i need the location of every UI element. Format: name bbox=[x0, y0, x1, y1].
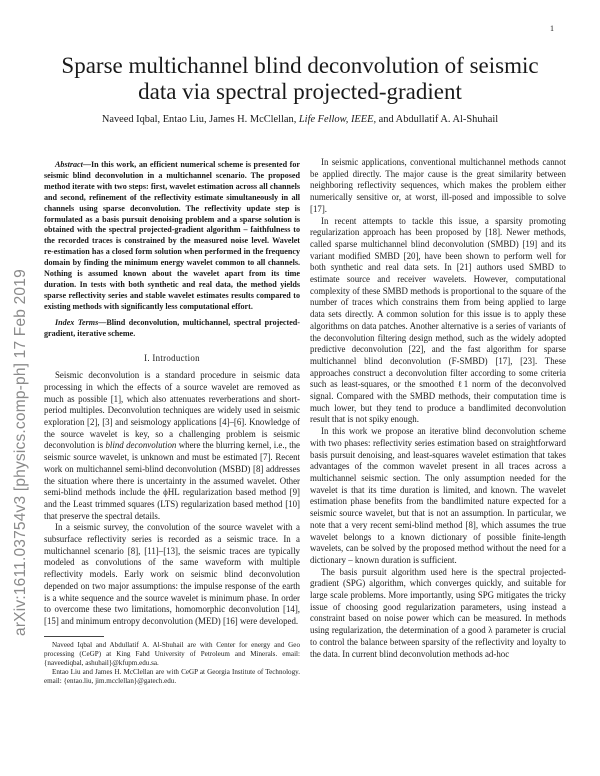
right-paragraph-4: The basis pursuit algorithm used here is the spectral projected-gradient (SPG) algorithm, which converges quickly, and suitable for large scale problems. More importantly, using SPG mitigates the tricky issue of choosing good regularization parameters, using instead a constraint based on noise power which can be measured. In methods using regularization, the determination of a good λ parameter is crucial to control the balance between sparsity of the reflectivity and loyalty to the data. In current blind deconvolution methods ad-hoc bbox=[310, 566, 566, 659]
intro-p1-text-b: where the blurring kernel, i.e., the seismic source wavelet, is unknown and must be estimated [7]. Recent work on multichannel semi-blind deconvolution (MSBD) [8] addresses the situation where there is uncertainty in the assumed wavelet. Other semi-blind methods include the ϕHL regularization based method [9] and the Least trimmed squares (LTS) regularization based method [10] that preserve the spectral details. bbox=[44, 440, 301, 521]
section-heading-introduction: I. Introduction bbox=[144, 352, 200, 363]
authors-end: and Abdullatif A. Al-Shuhail bbox=[376, 114, 499, 125]
right-column bbox=[310, 157, 566, 660]
right-paragraph-1: In seismic applications, conventional multichannel methods cannot be applied directly. The major cause is the great similarity between neighboring reflectivity sequences, which makes the problem either numerically sensitive or, at worst, ill-posed and impossible to solve [17]. bbox=[310, 157, 566, 214]
abstract bbox=[44, 160, 300, 313]
author-list bbox=[40, 114, 560, 126]
abstract-text: —In this work, an efficient numerical scheme is presented for seismic blind deconvolution in a multichannel scenario. The proposed method iterate with two steps: first, wavelet estimation across all channels and second, refinement of the reflectivity estimate simultaneously in all channels using sparse deconvolution. The reflectivity update step is formulated as a basis pursuit denoising problem and a sparse solution is obtained with the spectral projected-gradient algorithm – faithfulness to the recorded traces is constrained by the measured noise level. Wavelet re-estimation has a closed form solution when performed in the frequency domain by finding the minimum energy wavelet common to all channels. Nothing is assumed known about the wavelet apart from its time duration. In tests with both synthetic and real data, the method yields sparse reflectivity series and stable wavelet estimates results compared to existing methods with significantly less computational effort. bbox=[44, 160, 300, 311]
index-terms bbox=[44, 318, 300, 340]
left-column bbox=[44, 160, 300, 686]
title-line-1: Sparse multichannel blind deconvolution of seismic bbox=[61, 53, 539, 78]
intro-p1-emphasis: blind deconvolution bbox=[105, 440, 177, 451]
intro-paragraph-1 bbox=[44, 370, 300, 522]
right-paragraph-3: In this work we propose an iterative blind deconvolution scheme with two phases: reflectivity series estimation based on straightforward basis pursuit denoising, and least-squares wavelet estimation that takes advantages of the common wavelet present in all traces across a multichannel seismic section. The only assumption needed for the wavelet is that its time duration is limited, and known. The wavelet estimation phase benefits from the bandlimited nature expected for a seismic source wavelet, but that is not an assumption. In particular, we note that a very recent semi-blind method [8], which assumes the true wavelet belongs to a known dictionary of possible finite-length wavelets, can be solved by the proposed method without the need for a dictionary – known duration is sufficient. bbox=[310, 426, 566, 565]
footnote-affiliation-1: Naveed Iqbal and Abdullatif A. Al-Shuhail are with Center for energy and Geo processing (CeGP) at King Fahd University of Petroleum and Minerals. email: {naveediqbal, ashuhail}@kfupm.edu.sa. bbox=[44, 640, 300, 667]
footnote-divider bbox=[44, 636, 104, 637]
footnote-affiliation-2: Entao Liu and James H. McClellan are with CeGP at Georgia Institute of Technology. email: {entao.liu, jim.mcclellan}@gatech.edu. bbox=[44, 667, 300, 685]
index-terms-text: —Blind deconvolution, multichannel, spectral projected-gradient, iterative scheme. bbox=[44, 317, 300, 338]
paper-title bbox=[40, 53, 560, 105]
intro-p1-text-a: Seismic deconvolution is a standard procedure in seismic data processing in which the effects of a source wavelet are removed as much as possible [1], which also attenuates reverberations and short-period multiples. Deconvolution techniques are widely used in seismic exploration [2], [3] and seismology applications [4]–[6]. Knowledge of the source wavelet is key, so a challenging problem is seismic deconvolution is bbox=[44, 370, 300, 451]
abstract-label: Abstract bbox=[55, 160, 83, 169]
authors-fellow: Life Fellow, IEEE, bbox=[298, 114, 377, 125]
arxiv-identifier[interactable]: arXiv:1611.03754v3 [physics.comp-ph] 17 Feb 2019 bbox=[12, 269, 29, 636]
title-line-2: data via spectral projected-gradient bbox=[138, 79, 462, 104]
authors-main: Naveed Iqbal, Entao Liu, James H. McClellan, bbox=[101, 114, 299, 125]
index-terms-label: Index Terms bbox=[55, 317, 99, 327]
page-number: 1 bbox=[550, 24, 554, 33]
right-paragraph-2: In recent attempts to tackle this issue, a sparsity promoting regularization approach has been proposed by [18]. Newer methods, called sparse multichannel blind deconvolution (SMBD) [19] and its variant modified SMBD [20], have been shown to perform well for both synthetic and real data sets. In [21] authors used SMBD to estimate source and receiver wavelets. However, computational complexity of these SMBD methods is proportional to the square of the number of traces which constrains them from being applied to large data sets directly. A common solution for this issue is to apply these algorithms on data patches. Another alternative is a series of variants of the deconvolution filtering design method, such as the widely adopted predictive deconvolution [22], and the fast algorithm for sparse multichannel blind deconvolution (F-SMBD) [17], [23]. These approaches construct a deconvolution filter according to some criteria such as least-squares, or the smoothed ℓ1 norm of the deconvolved signal. Compared with the SMBD methods, their computation time is much lower, but they tend to produce a bandlimited deconvolution result that is not spiky enough. bbox=[310, 215, 566, 425]
intro-paragraph-2: In a seismic survey, the convolution of the source wavelet with a subsurface reflectivity series is recorded as a seismic trace. In a multichannel scenario [8], [11]–[13], the seismic traces are typically modeled as convolutions of the same waveform with multiple reflectivity models. Early work on seismic blind deconvolution depended on two major assumptions: the impulse response of the earth is a white sequence and the source wavelet is minimum phase. In order to overcome these two limitations, homomorphic deconvolution [14], [15] and minimum entropy deconvolution (MED) [16] were developed. bbox=[44, 522, 300, 626]
